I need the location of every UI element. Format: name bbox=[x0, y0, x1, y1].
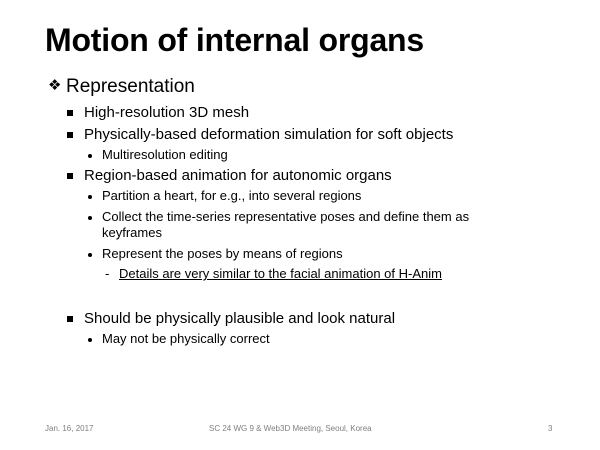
footer-page-number: 3 bbox=[548, 424, 553, 433]
bullet-text: Partition a heart, for e.g., into several regions bbox=[102, 188, 362, 203]
dot-bullet-icon bbox=[88, 216, 92, 220]
bullet-collect-continued bbox=[102, 226, 162, 241]
dash-bullet-icon: - bbox=[105, 266, 110, 281]
dot-bullet-icon bbox=[88, 195, 92, 199]
square-bullet-icon bbox=[67, 173, 73, 179]
bullet-region-animation bbox=[67, 167, 392, 184]
bullet-represent bbox=[88, 247, 343, 262]
bullet-details bbox=[105, 267, 442, 282]
bullet-text: Collect the time-series representative poses and define them as bbox=[102, 209, 470, 224]
dot-bullet-icon bbox=[88, 338, 92, 342]
square-bullet-icon bbox=[67, 132, 73, 138]
square-bullet-icon bbox=[67, 316, 73, 322]
bullet-text: May not be physically correct bbox=[102, 331, 270, 346]
bullet-not-correct bbox=[88, 332, 270, 347]
bullet-partition bbox=[88, 189, 361, 204]
bullet-representation bbox=[48, 76, 195, 98]
slide-title: Motion of internal organs bbox=[45, 22, 424, 58]
footer-date: Jan. 16, 2017 bbox=[45, 424, 94, 433]
bullet-text: Physically-based deformation simulation for soft objects bbox=[84, 126, 454, 143]
bullet-multiresolution bbox=[88, 148, 228, 163]
bullet-text: High-resolution 3D mesh bbox=[84, 104, 250, 121]
bullet-mesh bbox=[67, 104, 249, 121]
bullet-text: Details are very similar to the facial animation of H-Anim bbox=[119, 266, 442, 281]
bullet-plausible bbox=[67, 310, 395, 327]
footer-event: SC 24 WG 9 & Web3D Meeting, Seoul, Korea bbox=[209, 424, 372, 433]
bullet-text: Multiresolution editing bbox=[102, 147, 228, 162]
bullet-text: Region-based animation for autonomic organs bbox=[84, 167, 392, 184]
bullet-text: Represent the poses by means of regions bbox=[102, 246, 343, 261]
dot-bullet-icon bbox=[88, 154, 92, 158]
diamond-bullet-icon: ❖ bbox=[48, 77, 62, 94]
bullet-text: keyframes bbox=[102, 225, 162, 240]
bullet-text: Should be physically plausible and look natural bbox=[84, 310, 396, 327]
dot-bullet-icon bbox=[88, 253, 92, 257]
square-bullet-icon bbox=[67, 110, 73, 116]
bullet-deformation bbox=[67, 126, 453, 143]
bullet-text: Representation bbox=[66, 76, 195, 97]
bullet-collect bbox=[88, 210, 469, 225]
